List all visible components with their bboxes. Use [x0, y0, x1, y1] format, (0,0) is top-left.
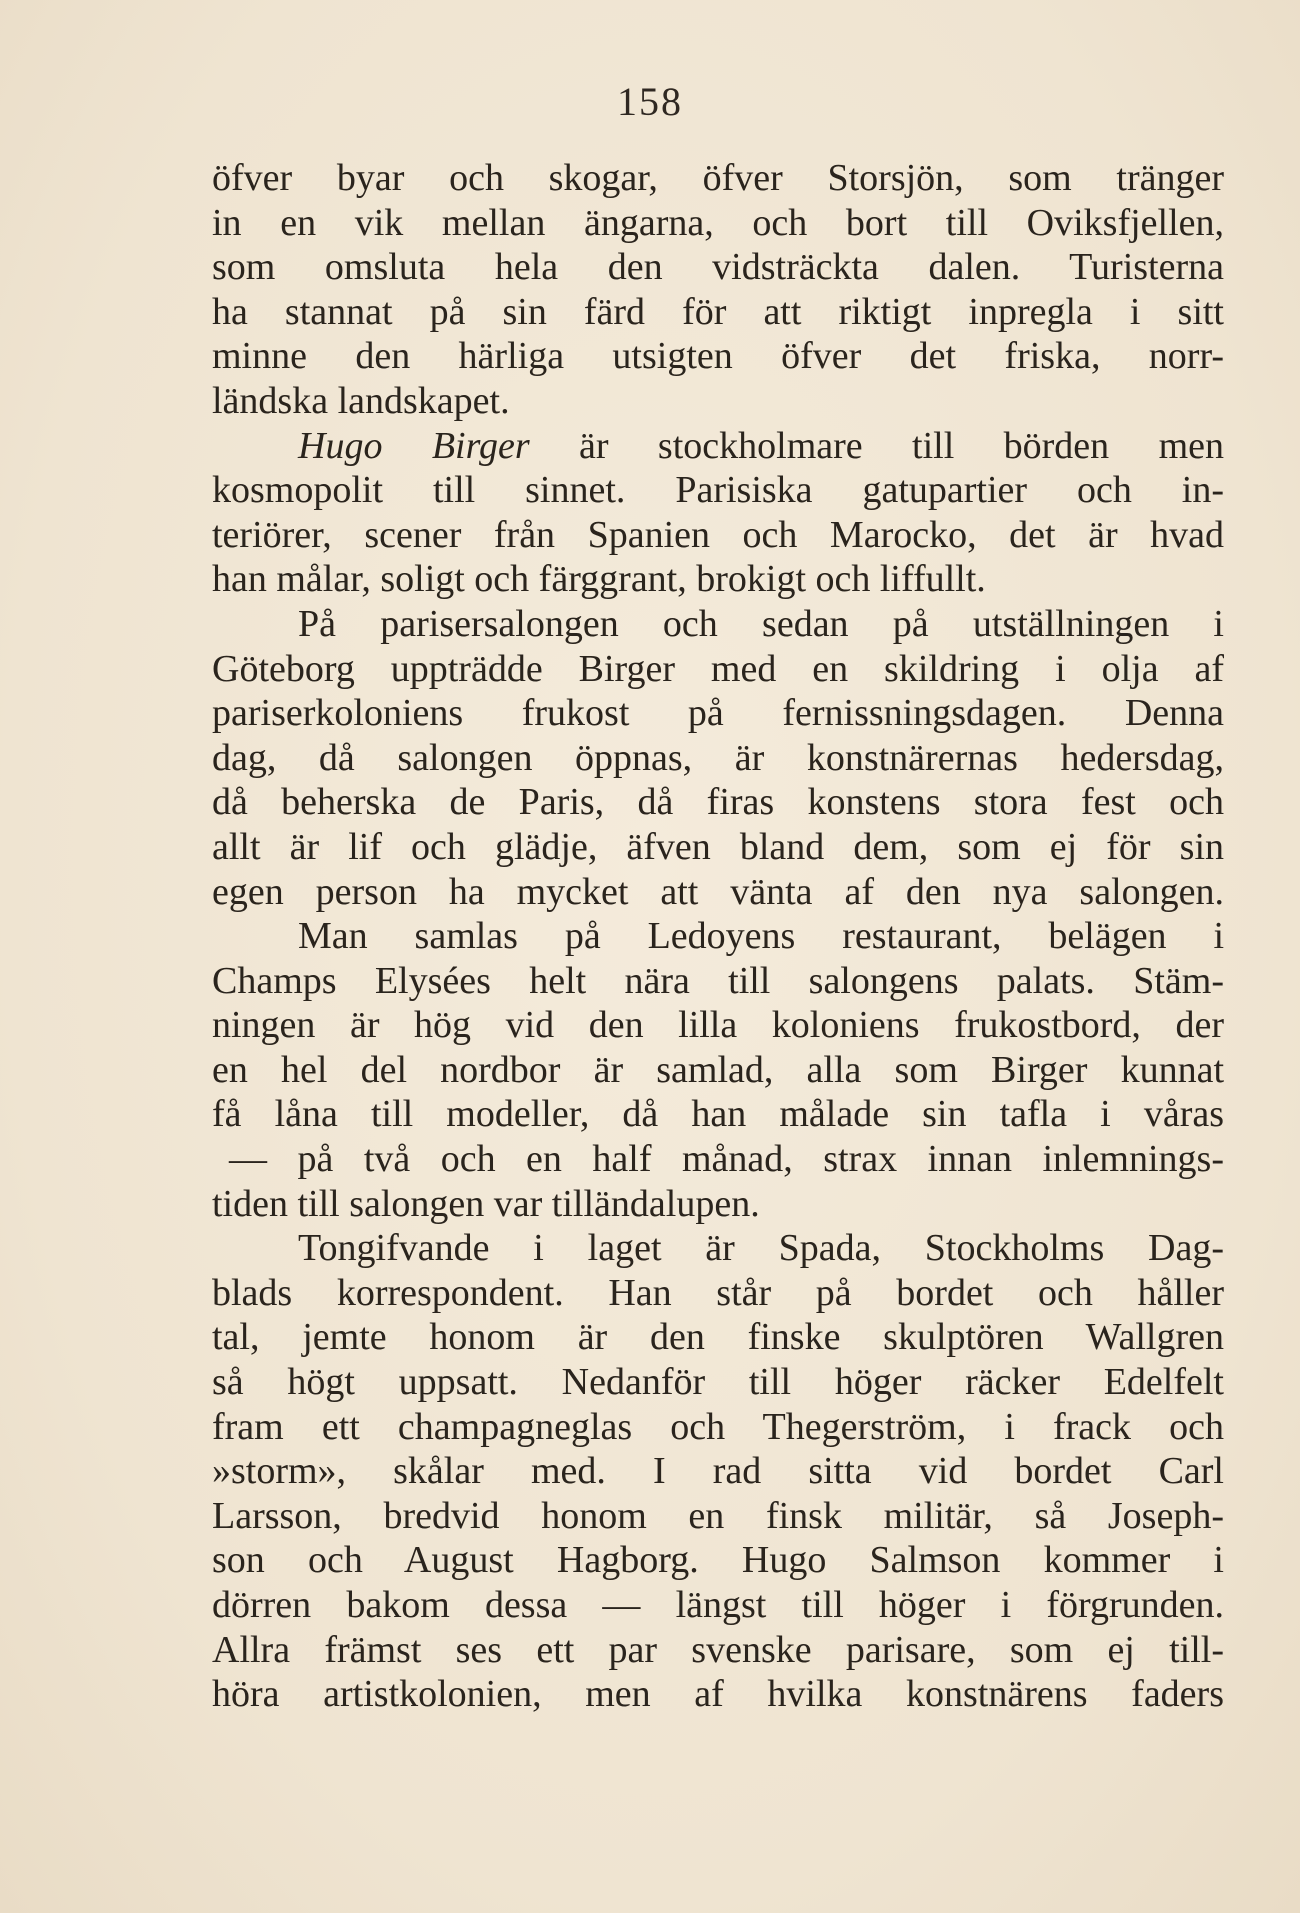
text-line-paragraph-start: Man samlas på Ledoyens restaurant, belägen i	[298, 915, 1224, 958]
text-line: fram ett champagneglas och Thegerström, i frack och	[212, 1405, 1224, 1448]
text-line: han målar, soligt och färggrant, brokigt och liffullt.	[212, 558, 986, 601]
text-line: öfver byar och skogar, öfver Storsjön, som tränger	[212, 157, 1224, 199]
text-line: då beherska de Paris, då firas konstens stora fest och	[212, 781, 1224, 824]
text-line: in en vik mellan ängarna, och bort till Oviksfjellen,	[212, 201, 1224, 244]
body-text	[212, 156, 1224, 1717]
text-line: teriörer, scener från Spanien och Marocko, det är hvad	[212, 513, 1224, 556]
text-line: få låna till modeller, då han målade sin tafla i våras	[212, 1093, 1224, 1136]
text-line: så högt uppsatt. Nedanför till höger räcker Edelfelt	[212, 1361, 1224, 1404]
text-line-paragraph-start	[212, 424, 1224, 469]
text-line: son och August Hagborg. Hugo Salmson kommer i	[212, 1539, 1224, 1582]
text-line-rest: är stockholmare till börden men	[529, 424, 1224, 467]
text-line: tiden till salongen var tilländalupen.	[212, 1182, 760, 1225]
text-line-paragraph-start: På parisersalongen och sedan på utställningen i	[298, 602, 1224, 645]
text-line: ningen är hög vid den lilla koloniens frukostbord, der	[212, 1004, 1224, 1047]
text-line: dag, då salongen öppnas, är konstnärernas hedersdag,	[212, 736, 1224, 779]
text-line: höra artistkolonien, men af hvilka konstnärens faders	[212, 1673, 1224, 1716]
text-line: en hel del nordbor är samlad, alla som Birger kunnat	[212, 1048, 1224, 1091]
text-line: allt är lif och glädje, äfven bland dem, som ej för sin	[212, 825, 1224, 868]
artist-name-italic: Hugo Birger	[298, 424, 530, 467]
text-line: Göteborg uppträdde Birger med en skildring i olja af	[212, 647, 1224, 690]
text-line: blads korrespondent. Han står på bordet och håller	[212, 1271, 1224, 1314]
text-line: egen person ha mycket att vänta af den nya salongen.	[212, 870, 1224, 913]
text-line: Allra främst ses ett par svenske parisare, som ej till-	[212, 1628, 1224, 1671]
text-line: pariserkoloniens frukost på fernissningsdagen. Denna	[212, 692, 1224, 735]
text-line: Champs Elysées helt nära till salongens palats. Stäm-	[212, 959, 1224, 1002]
text-line: minne den härliga utsigten öfver det friska, norr-	[212, 335, 1224, 378]
text-line: dörren bakom dessa — längst till höger i förgrunden.	[212, 1584, 1224, 1626]
text-line: »storm», skålar med. I rad sitta vid bordet Carl	[212, 1450, 1224, 1493]
text-line: ländska landskapet.	[212, 379, 510, 422]
text-line: — på två och en half månad, strax innan inlemnings-	[229, 1138, 1224, 1181]
text-line: kosmopolit till sinnet. Parisiska gatupartier och in-	[212, 469, 1224, 512]
text-line: som omsluta hela den vidsträckta dalen. Turisterna	[212, 246, 1224, 289]
page-number: 158	[617, 79, 683, 124]
text-line: tal, jemte honom är den finske skulptören Wallgren	[212, 1316, 1224, 1359]
text-line: ha stannat på sin färd för att riktigt inpregla i sitt	[212, 290, 1224, 333]
text-line-paragraph-start: Tongifvande i laget är Spada, Stockholms Dag-	[298, 1227, 1224, 1270]
text-line: Larsson, bredvid honom en finsk militär, så Joseph-	[212, 1494, 1224, 1537]
